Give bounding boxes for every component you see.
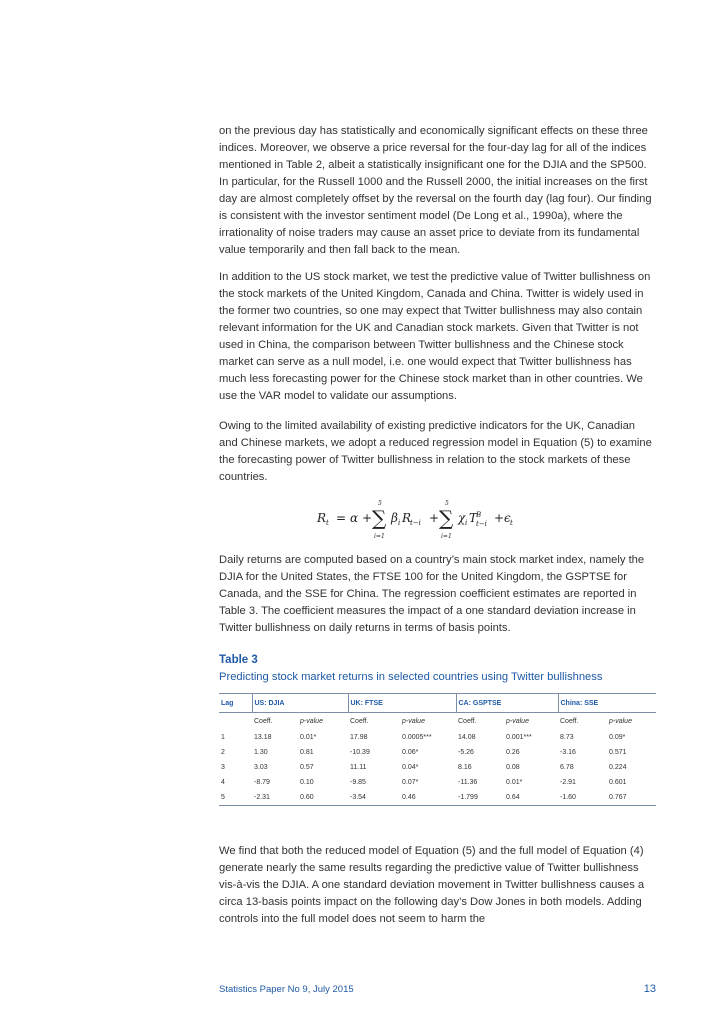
eq-t: T bbox=[469, 511, 478, 525]
table-cell: 3.03 bbox=[254, 764, 268, 771]
table-cell: 4 bbox=[221, 779, 225, 786]
table-cell: 0.10 bbox=[300, 779, 314, 786]
table-cell: 0.0005*** bbox=[402, 734, 432, 741]
eq-alpha: α bbox=[350, 511, 359, 525]
lag-header: Lag bbox=[219, 694, 252, 713]
table-cell: 0.07* bbox=[402, 779, 419, 786]
eq-sum-1-lower: i=1 bbox=[374, 533, 385, 540]
eq-epsilon-sub: t bbox=[510, 519, 513, 527]
paragraph-3: Owing to the limited availability of existing predictive indicators for the UK, Canadian and Chinese markets, we adopt a reduced regression model in Equation (5) to examine the forecasting power of Twitter bullishness in relation to the stock markets of these countries. bbox=[219, 420, 652, 483]
table-cell: 14.08 bbox=[458, 734, 476, 741]
eq-sum-2-upper: 5 bbox=[445, 500, 449, 507]
table-cell: -11.36 bbox=[458, 779, 478, 786]
eq-sum-1-upper: 5 bbox=[378, 500, 382, 507]
table-row bbox=[219, 760, 656, 775]
table-cell: 17.98 bbox=[350, 734, 368, 741]
eq-beta-sub: i bbox=[398, 519, 401, 527]
table-cell: 0.06* bbox=[402, 749, 419, 756]
table-cell: 1 bbox=[221, 734, 225, 741]
table-row bbox=[219, 775, 656, 790]
eq-t-sup: B bbox=[476, 511, 482, 519]
paragraph-2: In addition to the US stock market, we test the predictive value of Twitter bullishness on the stock markets of the United Kingdom, Canada and China. Twitter is widely used in the former two countries, so one may expect that Twitter bullishness may also contain relevant information for the UK and Canadian stock markets. Given that Twitter is not used in China, the comparison between Twitter bullishness and the Chinese stock market can serve as a null model, i.e. one would expect that Twitter bullishness has much less forecasting power for the Chinese stock market than in other countries. We use the VAR model to validate our assumptions. bbox=[219, 271, 651, 402]
table-cell: 0.60 bbox=[298, 790, 348, 806]
table-cell: 0.224 bbox=[609, 764, 627, 771]
table-caption: Predicting stock market returns in selected countries using Twitter bullishness bbox=[219, 671, 603, 683]
results-table-wrapper bbox=[219, 693, 656, 806]
table-cell: 8.16 bbox=[458, 764, 472, 771]
table-cell: -3.54 bbox=[348, 790, 400, 806]
table-cell: 0.767 bbox=[607, 790, 656, 806]
table-cell: -9.85 bbox=[350, 779, 366, 786]
table-cell: 13.18 bbox=[254, 734, 272, 741]
eq-t-sub: t−i bbox=[476, 520, 487, 528]
eq-r-lag-sub: t−i bbox=[410, 519, 421, 527]
table-cell: 0.64 bbox=[504, 790, 558, 806]
sub-header-empty bbox=[219, 713, 252, 731]
table-cell: 0.81 bbox=[300, 749, 314, 756]
table-cell: -5.26 bbox=[458, 749, 474, 756]
sub-header: p-value bbox=[300, 718, 323, 725]
sub-header: p-value bbox=[506, 718, 529, 725]
table-cell: 11.11 bbox=[350, 764, 367, 771]
table-cell: 0.601 bbox=[609, 779, 627, 786]
table-cell: 0.46 bbox=[400, 790, 456, 806]
table-cell: 1.30 bbox=[254, 749, 268, 756]
table-cell: 0.26 bbox=[506, 749, 520, 756]
eq-plus-1: + bbox=[362, 511, 373, 525]
table-row bbox=[219, 745, 656, 760]
table-cell: -10.39 bbox=[350, 749, 370, 756]
footer-publication: Statistics Paper No 9, July 2015 bbox=[219, 984, 354, 995]
table-cell: -3.16 bbox=[560, 749, 576, 756]
eq-sum-2-lower: i=1 bbox=[441, 533, 452, 540]
paragraph-4: Daily returns are computed based on a country’s main stock market index, namely the DJIA for the United States, the FTSE 100 for the United Kingdom, the GSPTSE for Canada, and the SSE for China. The regression coefficient estimates are reported in Table 3. The coefficient measures the impact of a one standard deviation increase in Twitter bullishness on daily returns in terms of basis points. bbox=[219, 554, 645, 634]
eq-beta: β bbox=[391, 511, 398, 525]
table-cell: 6.78 bbox=[560, 764, 574, 771]
table-group-header-row bbox=[219, 694, 656, 713]
sub-header: p-value bbox=[609, 718, 632, 725]
eq-chi-sub: i bbox=[465, 519, 468, 527]
table-cell: 8.73 bbox=[560, 734, 574, 741]
table-cell: 0.01* bbox=[506, 779, 523, 786]
table-row bbox=[219, 790, 656, 806]
sub-header: Coeff. bbox=[560, 718, 579, 725]
eq-epsilon: ϵ bbox=[504, 511, 511, 525]
table-cell: 0.04* bbox=[402, 764, 419, 771]
eq-lhs-sub: t bbox=[326, 519, 329, 527]
equation-5 bbox=[219, 496, 656, 540]
table-cell: 5 bbox=[219, 790, 252, 806]
table-cell: -1.60 bbox=[558, 790, 607, 806]
table-cell: -2.31 bbox=[252, 790, 298, 806]
table-cell: 0.09* bbox=[609, 734, 626, 741]
group-header-us: US: DJIA bbox=[252, 694, 348, 713]
table-cell: 0.01* bbox=[300, 734, 317, 741]
eq-sum-2: ∑ bbox=[439, 506, 454, 530]
eq-r-lag: R bbox=[402, 511, 412, 525]
equation-svg bbox=[219, 496, 656, 540]
sub-header: p-value bbox=[402, 718, 425, 725]
paragraph-5: We find that both the reduced model of Equation (5) and the full model of Equation (4) generate nearly the same results regarding the predictive value of Twitter bullishness vis-à-vis the DJIA. A one standard deviation movement in Twitter bullishness causes a circa 13-basis points impact on the following day’s Dow Jones in both models. Adding controls into the full model does not seem to harm the bbox=[219, 845, 645, 925]
eq-plus-3: + bbox=[494, 511, 505, 525]
sub-header: Coeff. bbox=[458, 718, 477, 725]
table-cell: -8.79 bbox=[254, 779, 270, 786]
table-cell: -1.799 bbox=[456, 790, 504, 806]
group-header-ca: CA: GSPTSE bbox=[456, 694, 558, 713]
table-cell: 2 bbox=[221, 749, 225, 756]
eq-equals: = bbox=[336, 511, 347, 525]
table-label: Table 3 bbox=[219, 654, 258, 666]
eq-plus-2: + bbox=[429, 511, 440, 525]
eq-lhs: R bbox=[317, 511, 327, 525]
table-cell: 0.08 bbox=[506, 764, 520, 771]
group-header-uk: UK: FTSE bbox=[348, 694, 456, 713]
eq-chi: χ bbox=[458, 511, 466, 525]
results-table bbox=[219, 693, 656, 806]
table-sub-header-row bbox=[219, 713, 656, 731]
group-header-china: China: SSE bbox=[558, 694, 656, 713]
eq-sum-1: ∑ bbox=[372, 506, 387, 530]
page-number: 13 bbox=[643, 983, 656, 995]
paragraph-1: on the previous day has statistically and economically significant effects on these three indices. Moreover, we observe a price reversal for the four-day lag for all of the indices mentioned in Table 2, albeit a statistically insignificant one for the DJIA and the SP500. In particular, for the Russell 1000 and the Russell 2000, the initial increases on the first day are almost completely offset by the reversal on the fourth day (lag four). Our finding is consistent with the investor sentiment model (De Long et al., 1990a), where the irrationality of noise traders may cause an asset price to deviate from its fundamental value temporarily and then fall back to the mean. bbox=[219, 125, 652, 256]
table-cell: 0.001*** bbox=[506, 734, 532, 741]
table-cell: 3 bbox=[221, 764, 225, 771]
table-row bbox=[219, 730, 656, 745]
sub-header: Coeff. bbox=[254, 718, 273, 725]
sub-header: Coeff. bbox=[350, 718, 369, 725]
table-cell: 0.571 bbox=[609, 749, 627, 756]
table-cell: -2.91 bbox=[560, 779, 576, 786]
table-cell: 0.57 bbox=[300, 764, 314, 771]
